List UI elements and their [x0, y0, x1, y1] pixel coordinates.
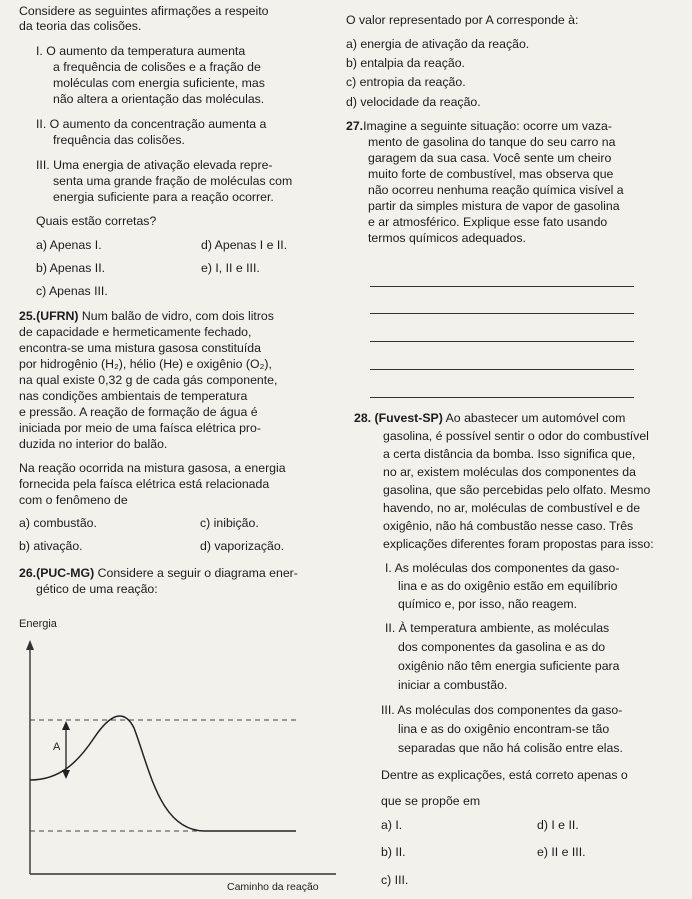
q28-line: lina e as do oxigênio encontram-se tão [398, 722, 610, 736]
q26-option-d[interactable]: d) velocidade da reação. [346, 95, 481, 109]
q27-line: garagem da sua casa. Você sente um cheiro [368, 151, 612, 165]
q27-line: muito forte de combustível, mas observa que [368, 167, 614, 181]
q25-option-d[interactable]: d) vaporização. [200, 539, 285, 553]
q28-explanation-1: I. As moléculas dos componentes da gaso- [385, 561, 620, 575]
q25-line: duzida no interior do balão. [19, 437, 168, 451]
q26-option-c[interactable]: c) entropia da reação. [346, 75, 466, 89]
q23-line: Considere as seguintes afirmações a respeito [19, 4, 269, 18]
q27-line: Imagine a seguinte situação: ocorre um vaza- [363, 119, 612, 133]
q23-line: senta uma grande fração de moléculas com [53, 174, 293, 188]
y-axis-label: Energia [19, 618, 57, 630]
q28-option-b[interactable]: b) II. [381, 845, 406, 859]
q23-statement-1: I. O aumento da temperatura aumenta [36, 44, 246, 58]
q25-line: nas condições ambientais de temperatura [19, 389, 248, 403]
q28-line: oxigênio não têm energia suficiente para [398, 659, 620, 673]
q25-option-c[interactable]: c) inibição. [200, 516, 259, 530]
q23-line: não altera a orientação das moléculas. [53, 92, 265, 106]
q27-line: termos químicos adequados. [368, 231, 526, 245]
q28-line: gasolina, que são percebidas pelo olfato. Mesmo [383, 483, 651, 497]
marker-a-label: A [53, 741, 61, 753]
answer-line[interactable] [370, 341, 634, 342]
q28-heading [354, 411, 625, 425]
q23-line: da teoria das colisões. [19, 19, 142, 33]
q27-number: 27. [346, 119, 364, 133]
q28-line: dos componentes da gasolina e as do [398, 640, 606, 654]
q28-number: 28. [354, 411, 372, 425]
q23-option-e[interactable]: e) I, II e III. [201, 261, 260, 275]
q28-line: explicações diferentes foram propostas para isso: [383, 537, 654, 551]
marker-a-arrow-head-bottom [62, 770, 70, 779]
q28-option-d[interactable]: d) I e II. [537, 818, 579, 832]
marker-a-arrow-head-top [62, 721, 70, 730]
q23-statement-3: III. Uma energia de ativação elevada repre- [36, 158, 273, 172]
q28-line: gasolina, é possível sentir o odor do combustível [383, 429, 649, 443]
q23-prompt: Quais estão corretas? [36, 214, 157, 228]
q26-line: gético de uma reação: [36, 582, 158, 596]
q23-option-a[interactable]: a) Apenas I. [36, 238, 102, 252]
q25-line: por hidrogênio (H₂), hélio (He) e oxigênio (O₂), [19, 357, 272, 371]
q26-source: (PUC-MG) [36, 566, 95, 580]
q25-line: na qual existe 0,32 g de cada gás componente, [19, 373, 278, 387]
q23-option-b[interactable]: b) Apenas II. [36, 261, 106, 275]
q27-line: e ar atmosférico. Explique esse fato usando [368, 215, 608, 229]
q25-line: iniciada por meio de uma faísca elétrica pro- [19, 421, 261, 435]
q28-line: iniciar a combustão. [398, 678, 508, 692]
answer-line[interactable] [370, 369, 634, 370]
q27-heading [346, 119, 612, 133]
q23-option-d[interactable]: d) Apenas I e II. [201, 238, 288, 252]
q25-heading [19, 309, 274, 323]
q28-option-c[interactable]: c) III. [381, 873, 409, 887]
energy-axis-arrow [26, 640, 34, 650]
q28-option-a[interactable]: a) I. [381, 818, 403, 832]
q28-line: separadas que não há colisão entre elas. [398, 741, 623, 755]
q28-line: no ar, existem moléculas dos componentes da [383, 465, 636, 479]
q23-option-c[interactable]: c) Apenas III. [36, 284, 108, 298]
q26-number: 26. [19, 566, 37, 580]
q25-option-b[interactable]: b) ativação. [19, 539, 83, 553]
q25-line: de capacidade e hermeticamente fechado, [19, 325, 252, 339]
q23-statement-2: II. O aumento da concentração aumenta a [36, 117, 267, 131]
energy-curve [30, 716, 296, 831]
answer-line[interactable] [370, 313, 634, 314]
q28-source: (Fuvest-SP) [374, 411, 443, 425]
q27-line: partir da simples mistura de vapor de gasolina [368, 199, 620, 213]
q25-line: Na reação ocorrida na mistura gasosa, a energia [19, 461, 286, 475]
q23-line: frequência das colisões. [53, 133, 185, 147]
answer-line[interactable] [370, 286, 634, 287]
q28-option-e[interactable]: e) II e III. [537, 845, 586, 859]
q23-line: moléculas com energia suficiente, mas [53, 76, 265, 90]
q25-line: encontra-se uma mistura gasosa constituída [19, 341, 261, 355]
q23-line: energia suficiente para a reação ocorrer. [53, 190, 274, 204]
answer-line[interactable] [370, 397, 634, 398]
q25-prompt: com o fenômeno de [19, 493, 128, 507]
q28-line: oxigênio, não há combustão nesse caso. Três [383, 519, 634, 533]
q28-line: lina e as do oxigênio estão em equilíbrio [398, 579, 618, 593]
q26-line: Considere a seguir o diagrama ener- [97, 566, 298, 580]
q25-option-a[interactable]: a) combustão. [19, 516, 97, 530]
q28-line: químico e, por isso, não reagem. [398, 597, 578, 611]
q25-line: fornecida pela faísca elétrica está relacionada [19, 477, 270, 491]
q26-option-a[interactable]: a) energia de ativação da reação. [346, 37, 530, 51]
q28-line: a certa distância da bomba. Isso significa que, [383, 447, 636, 461]
q28-line: Ao abastecer um automóvel com [445, 411, 626, 425]
q23-line: a frequência de colisões e a fração de [53, 60, 261, 74]
q28-line: Dentre as explicações, está correto apenas o [381, 768, 628, 782]
q27-line: mento de gasolina do tanque do seu carro na [368, 135, 616, 149]
q25-number: 25. [19, 309, 37, 323]
q26-options-intro: O valor representado por A corresponde à: [346, 13, 579, 27]
q25-source: (UFRN) [36, 309, 79, 323]
q28-explanation-2: II. À temperatura ambiente, as moléculas [385, 621, 610, 635]
q28-prompt: que se propõe em [381, 794, 481, 808]
q26-heading [19, 566, 298, 580]
x-axis-label: Caminho da reação [227, 881, 319, 893]
q25-line: Num balão de vidro, com dois litros [81, 309, 274, 323]
q28-line: havendo, no ar, moléculas de combustível e de [383, 501, 641, 515]
q25-line: e pressão. A reação de formação de água é [19, 405, 258, 419]
q28-explanation-3: III. As moléculas dos componentes da gaso- [381, 703, 623, 717]
q27-line: não ocorreu nenhuma reação química visível a [368, 183, 624, 197]
q26-option-b[interactable]: b) entalpia da reação. [346, 56, 465, 70]
energy-diagram [0, 600, 345, 899]
